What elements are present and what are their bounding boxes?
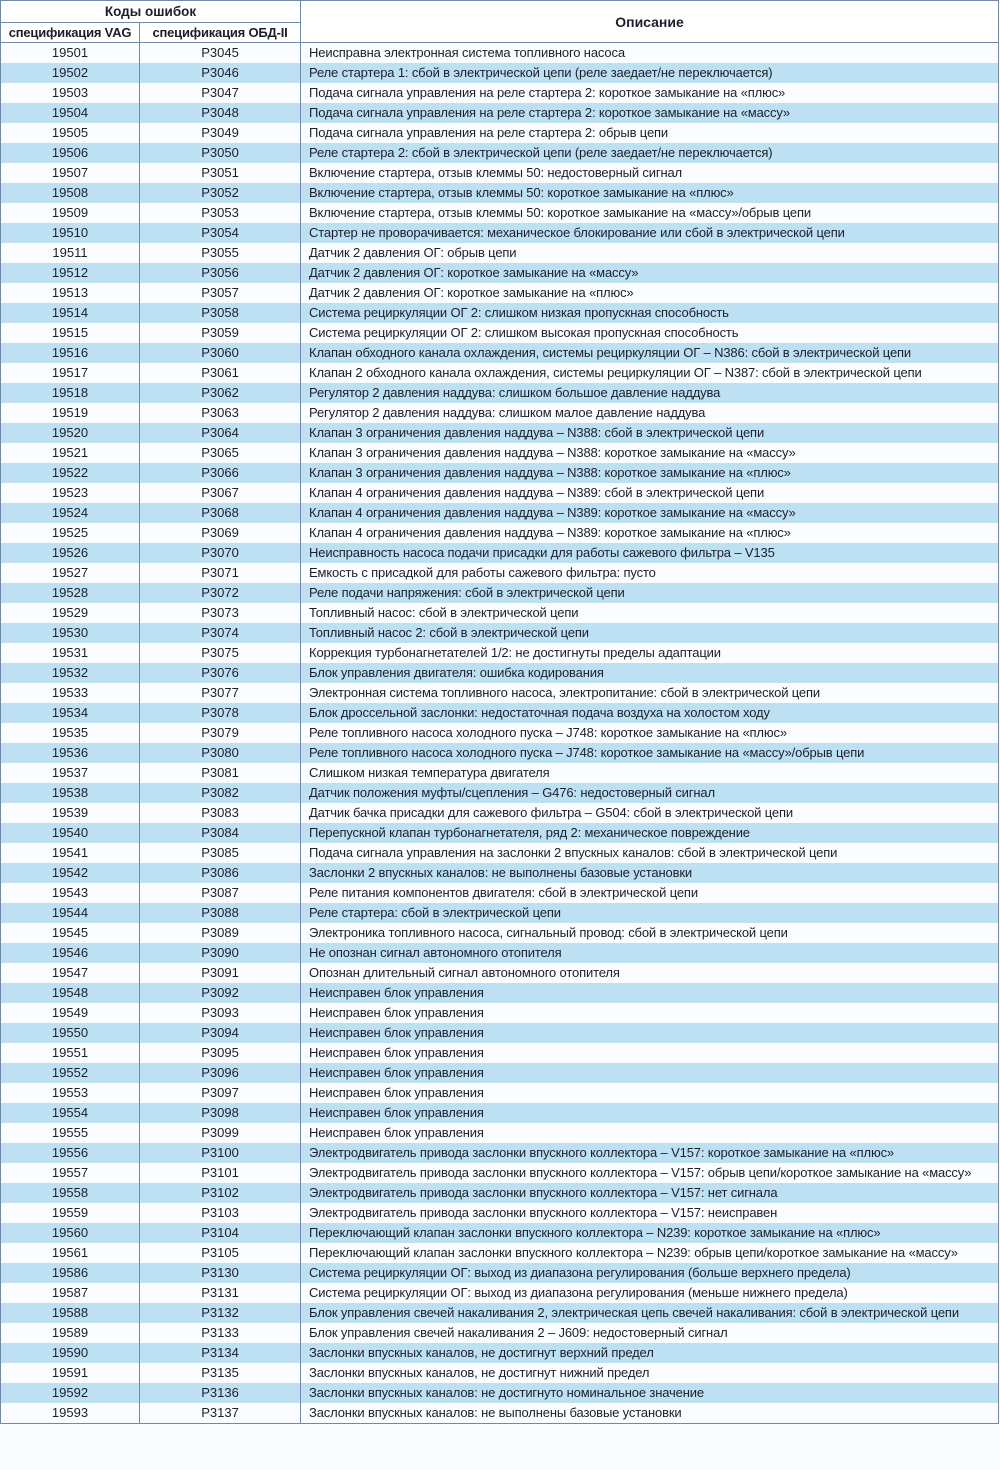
table-row (1, 283, 999, 303)
vag-code-cell: 19501 (1, 43, 140, 64)
description-cell: Реле стартера: сбой в электрической цепи (301, 903, 999, 923)
table-row (1, 63, 999, 83)
table-row (1, 443, 999, 463)
obd-code-cell: P3060 (140, 343, 301, 363)
description-cell: Реле топливного насоса холодного пуска – J748: короткое замыкание на «массу»/обрыв цепи (301, 743, 999, 763)
obd-code-cell: P3054 (140, 223, 301, 243)
description-cell: Система рециркуляции ОГ 2: слишком низкая пропускная способность (301, 303, 999, 323)
vag-code-cell: 19531 (1, 643, 140, 663)
vag-code-cell: 19559 (1, 1203, 140, 1223)
table-row (1, 1123, 999, 1143)
vag-code-cell: 19556 (1, 1143, 140, 1163)
table-row (1, 803, 999, 823)
description-cell: Неисправность насоса подачи присадки для работы сажевого фильтра – V135 (301, 543, 999, 563)
obd-code-cell: P3099 (140, 1123, 301, 1143)
obd-code-cell: P3104 (140, 1223, 301, 1243)
vag-code-cell: 19523 (1, 483, 140, 503)
description-cell: Электродвигатель привода заслонки впускного коллектора – V157: нет сигнала (301, 1183, 999, 1203)
obd-code-cell: P3061 (140, 363, 301, 383)
description-cell: Датчик 2 давления ОГ: короткое замыкание на «массу» (301, 263, 999, 283)
table-row (1, 1263, 999, 1283)
obd-code-cell: P3133 (140, 1323, 301, 1343)
table-row (1, 843, 999, 863)
description-cell: Неисправен блок управления (301, 1123, 999, 1143)
vag-code-cell: 19503 (1, 83, 140, 103)
table-row (1, 1283, 999, 1303)
description-cell: Клапан 3 ограничения давления наддува – N388: сбой в электрической цепи (301, 423, 999, 443)
table-body (1, 43, 999, 1424)
vag-code-cell: 19537 (1, 763, 140, 783)
vag-code-cell: 19547 (1, 963, 140, 983)
table-row (1, 203, 999, 223)
obd-code-cell: P3069 (140, 523, 301, 543)
description-cell: Неисправен блок управления (301, 1023, 999, 1043)
description-cell: Заслонки впускных каналов, не достигнут нижний предел (301, 1363, 999, 1383)
obd-code-cell: P3088 (140, 903, 301, 923)
description-cell: Электроника топливного насоса, сигнальный провод: сбой в электрической цепи (301, 923, 999, 943)
table-row (1, 1083, 999, 1103)
description-cell: Переключающий клапан заслонки впускного коллектора – N239: обрыв цепи/короткое замыкание на «массу» (301, 1243, 999, 1263)
table-row (1, 403, 999, 423)
description-cell: Клапан 3 ограничения давления наддува – N388: короткое замыкание на «плюс» (301, 463, 999, 483)
table-row (1, 643, 999, 663)
obd-code-cell: P3047 (140, 83, 301, 103)
description-cell: Датчик бачка присадки для сажевого фильтра – G504: сбой в электрической цепи (301, 803, 999, 823)
obd-code-cell: P3053 (140, 203, 301, 223)
vag-code-cell: 19529 (1, 603, 140, 623)
obd-code-cell: P3052 (140, 183, 301, 203)
vag-code-cell: 19590 (1, 1343, 140, 1363)
table-row (1, 183, 999, 203)
obd-code-cell: P3048 (140, 103, 301, 123)
obd-code-cell: P3079 (140, 723, 301, 743)
table-row (1, 303, 999, 323)
vag-code-cell: 19509 (1, 203, 140, 223)
vag-code-cell: 19525 (1, 523, 140, 543)
table-row (1, 663, 999, 683)
description-cell: Реле подачи напряжения: сбой в электрической цепи (301, 583, 999, 603)
obd-code-cell: P3065 (140, 443, 301, 463)
table-row (1, 603, 999, 623)
obd-code-cell: P3080 (140, 743, 301, 763)
vag-code-cell: 19536 (1, 743, 140, 763)
table-row (1, 1323, 999, 1343)
vag-code-cell: 19514 (1, 303, 140, 323)
table-row (1, 1183, 999, 1203)
vag-code-cell: 19533 (1, 683, 140, 703)
obd-code-cell: P3100 (140, 1143, 301, 1163)
table-row (1, 423, 999, 443)
table-row (1, 43, 999, 64)
obd-code-cell: P3082 (140, 783, 301, 803)
description-cell: Реле стартера 1: сбой в электрической цепи (реле заедает/не переключается) (301, 63, 999, 83)
description-cell: Регулятор 2 давления наддува: слишком большое давление наддува (301, 383, 999, 403)
vag-code-cell: 19524 (1, 503, 140, 523)
obd-code-cell: P3067 (140, 483, 301, 503)
vag-code-cell: 19526 (1, 543, 140, 563)
vag-code-cell: 19505 (1, 123, 140, 143)
description-cell: Датчик положения муфты/сцепления – G476: недостоверный сигнал (301, 783, 999, 803)
table-row (1, 1063, 999, 1083)
description-cell: Блок дроссельной заслонки: недостаточная подача воздуха на холостом ходу (301, 703, 999, 723)
vag-code-cell: 19522 (1, 463, 140, 483)
description-cell: Система рециркуляции ОГ: выход из диапазона регулирования (меньше нижнего предела) (301, 1283, 999, 1303)
obd-code-cell: P3078 (140, 703, 301, 723)
vag-code-cell: 19546 (1, 943, 140, 963)
table-row (1, 363, 999, 383)
table-row (1, 623, 999, 643)
table-row (1, 463, 999, 483)
description-cell: Перепускной клапан турбонагнетателя, ряд 2: механическое повреждение (301, 823, 999, 843)
obd-code-cell: P3092 (140, 983, 301, 1003)
vag-code-cell: 19520 (1, 423, 140, 443)
vag-code-cell: 19530 (1, 623, 140, 643)
obd-code-cell: P3066 (140, 463, 301, 483)
table-row (1, 823, 999, 843)
description-cell: Неисправен блок управления (301, 1003, 999, 1023)
table-row (1, 703, 999, 723)
obd-code-cell: P3055 (140, 243, 301, 263)
table-row (1, 243, 999, 263)
vag-code-cell: 19543 (1, 883, 140, 903)
obd-code-cell: P3073 (140, 603, 301, 623)
obd-code-cell: P3072 (140, 583, 301, 603)
description-cell: Опознан длительный сигнал автономного отопителя (301, 963, 999, 983)
description-cell: Датчик 2 давления ОГ: короткое замыкание на «плюс» (301, 283, 999, 303)
description-cell: Не опознан сигнал автономного отопителя (301, 943, 999, 963)
table-row (1, 563, 999, 583)
obd-code-cell: P3074 (140, 623, 301, 643)
table-row (1, 1163, 999, 1183)
obd-code-cell: P3051 (140, 163, 301, 183)
vag-code-cell: 19591 (1, 1363, 140, 1383)
obd-code-cell: P3071 (140, 563, 301, 583)
obd-code-cell: P3083 (140, 803, 301, 823)
description-cell: Система рециркуляции ОГ 2: слишком высокая пропускная способность (301, 323, 999, 343)
description-cell: Заслонки впускных каналов: не выполнены базовые установки (301, 1403, 999, 1424)
table-row (1, 503, 999, 523)
description-cell: Переключающий клапан заслонки впускного коллектора – N239: короткое замыкание на «плюс» (301, 1223, 999, 1243)
table-row (1, 103, 999, 123)
description-cell: Топливный насос: сбой в электрической цепи (301, 603, 999, 623)
table-row (1, 1043, 999, 1063)
table-row (1, 963, 999, 983)
obd-code-cell: P3085 (140, 843, 301, 863)
description-cell: Включение стартера, отзыв клеммы 50: короткое замыкание на «плюс» (301, 183, 999, 203)
description-cell: Реле топливного насоса холодного пуска – J748: короткое замыкание на «плюс» (301, 723, 999, 743)
table-row (1, 163, 999, 183)
obd-code-cell: P3086 (140, 863, 301, 883)
vag-code-cell: 19551 (1, 1043, 140, 1063)
description-cell: Коррекция турбонагнетателей 1/2: не достигнуты пределы адаптации (301, 643, 999, 663)
description-cell: Электронная система топливного насоса, электропитание: сбой в электрической цепи (301, 683, 999, 703)
obd-code-cell: P3057 (140, 283, 301, 303)
vag-code-cell: 19516 (1, 343, 140, 363)
vag-code-cell: 19506 (1, 143, 140, 163)
obd-code-cell: P3050 (140, 143, 301, 163)
table-row (1, 1363, 999, 1383)
vag-code-cell: 19534 (1, 703, 140, 723)
table-row (1, 1103, 999, 1123)
obd-code-cell: P3068 (140, 503, 301, 523)
description-cell: Клапан 4 ограничения давления наддува – N389: короткое замыкание на «массу» (301, 503, 999, 523)
description-cell: Клапан 2 обходного канала охлаждения, системы рециркуляции ОГ – N387: сбой в электрической цепи (301, 363, 999, 383)
table-row (1, 263, 999, 283)
vag-code-cell: 19527 (1, 563, 140, 583)
description-cell: Блок управления свечей накаливания 2 – J609: недостоверный сигнал (301, 1323, 999, 1343)
table-row (1, 383, 999, 403)
table-row (1, 523, 999, 543)
description-cell: Система рециркуляции ОГ: выход из диапазона регулирования (больше верхнего предела) (301, 1263, 999, 1283)
obd-code-cell: P3136 (140, 1383, 301, 1403)
error-codes-group-header: Коды ошибок (1, 1, 301, 23)
vag-code-cell: 19548 (1, 983, 140, 1003)
obd-code-cell: P3063 (140, 403, 301, 423)
table-row (1, 1023, 999, 1043)
vag-code-cell: 19560 (1, 1223, 140, 1243)
vag-code-cell: 19521 (1, 443, 140, 463)
obd-code-cell: P3101 (140, 1163, 301, 1183)
obd-code-cell: P3056 (140, 263, 301, 283)
vag-code-cell: 19542 (1, 863, 140, 883)
description-cell: Стартер не проворачивается: механическое блокирование или сбой в электрической цепи (301, 223, 999, 243)
description-cell: Клапан 3 ограничения давления наддува – N388: короткое замыкание на «массу» (301, 443, 999, 463)
description-cell: Заслонки впускных каналов: не достигнуто номинальное значение (301, 1383, 999, 1403)
vag-code-cell: 19535 (1, 723, 140, 743)
table-row (1, 743, 999, 763)
table-row (1, 223, 999, 243)
description-cell: Неисправен блок управления (301, 1043, 999, 1063)
table-row (1, 683, 999, 703)
table-row (1, 883, 999, 903)
obd-code-cell: P3098 (140, 1103, 301, 1123)
description-cell: Включение стартера, отзыв клеммы 50: недостоверный сигнал (301, 163, 999, 183)
description-cell: Клапан 4 ограничения давления наддува – N389: сбой в электрической цепи (301, 483, 999, 503)
description-cell: Подача сигнала управления на реле стартера 2: обрыв цепи (301, 123, 999, 143)
table-row (1, 923, 999, 943)
obd-code-cell: P3095 (140, 1043, 301, 1063)
vag-column-header: спецификация VAG (1, 23, 140, 43)
vag-code-cell: 19507 (1, 163, 140, 183)
obd-code-cell: P3093 (140, 1003, 301, 1023)
description-cell: Блок управления свечей накаливания 2, электрическая цепь свечей накаливания: сбой в электрической цепи (301, 1303, 999, 1323)
table-row (1, 863, 999, 883)
vag-code-cell: 19513 (1, 283, 140, 303)
table-row (1, 123, 999, 143)
description-cell: Датчик 2 давления ОГ: обрыв цепи (301, 243, 999, 263)
vag-code-cell: 19540 (1, 823, 140, 843)
table-row (1, 763, 999, 783)
description-cell: Подача сигнала управления на реле стартера 2: короткое замыкание на «плюс» (301, 83, 999, 103)
vag-code-cell: 19539 (1, 803, 140, 823)
description-cell: Регулятор 2 давления наддува: слишком малое давление наддува (301, 403, 999, 423)
description-cell: Заслонки впускных каналов, не достигнут верхний предел (301, 1343, 999, 1363)
vag-code-cell: 19587 (1, 1283, 140, 1303)
description-cell: Электродвигатель привода заслонки впускного коллектора – V157: обрыв цепи/короткое замыкание на «массу» (301, 1163, 999, 1183)
description-cell: Неисправен блок управления (301, 983, 999, 1003)
obd-code-cell: P3046 (140, 63, 301, 83)
table-row (1, 343, 999, 363)
vag-code-cell: 19554 (1, 1103, 140, 1123)
vag-code-cell: 19549 (1, 1003, 140, 1023)
vag-code-cell: 19552 (1, 1063, 140, 1083)
table-row (1, 983, 999, 1003)
table-row (1, 1303, 999, 1323)
table-row (1, 1343, 999, 1363)
vag-code-cell: 19544 (1, 903, 140, 923)
vag-code-cell: 19510 (1, 223, 140, 243)
obd-code-cell: P3096 (140, 1063, 301, 1083)
vag-code-cell: 19589 (1, 1323, 140, 1343)
description-cell: Электродвигатель привода заслонки впускного коллектора – V157: короткое замыкание на «плюс» (301, 1143, 999, 1163)
vag-code-cell: 19558 (1, 1183, 140, 1203)
table-row (1, 1203, 999, 1223)
description-cell: Блок управления двигателя: ошибка кодирования (301, 663, 999, 683)
obd-code-cell: P3135 (140, 1363, 301, 1383)
obd-code-cell: P3105 (140, 1243, 301, 1263)
vag-code-cell: 19517 (1, 363, 140, 383)
vag-code-cell: 19519 (1, 403, 140, 423)
obd-code-cell: P3137 (140, 1403, 301, 1424)
description-column-header: Описание (301, 1, 999, 43)
table-row (1, 323, 999, 343)
obd-code-cell: P3130 (140, 1263, 301, 1283)
description-cell: Электродвигатель привода заслонки впускного коллектора – V157: неисправен (301, 1203, 999, 1223)
description-cell: Подача сигнала управления на заслонки 2 впускных каналов: сбой в электрической цепи (301, 843, 999, 863)
obd-code-cell: P3058 (140, 303, 301, 323)
obd-code-cell: P3059 (140, 323, 301, 343)
description-cell: Емкость с присадкой для работы сажевого фильтра: пусто (301, 563, 999, 583)
description-cell: Неисправен блок управления (301, 1103, 999, 1123)
vag-code-cell: 19541 (1, 843, 140, 863)
vag-code-cell: 19553 (1, 1083, 140, 1103)
description-cell: Подача сигнала управления на реле стартера 2: короткое замыкание на «массу» (301, 103, 999, 123)
obd-code-cell: P3103 (140, 1203, 301, 1223)
description-cell: Слишком низкая температура двигателя (301, 763, 999, 783)
obd-code-cell: P3089 (140, 923, 301, 943)
vag-code-cell: 19504 (1, 103, 140, 123)
vag-code-cell: 19586 (1, 1263, 140, 1283)
description-cell: Реле питания компонентов двигателя: сбой в электрической цепи (301, 883, 999, 903)
obd-code-cell: P3076 (140, 663, 301, 683)
vag-code-cell: 19538 (1, 783, 140, 803)
obd-code-cell: P3081 (140, 763, 301, 783)
obd-code-cell: P3075 (140, 643, 301, 663)
obd-code-cell: P3090 (140, 943, 301, 963)
obd-code-cell: P3097 (140, 1083, 301, 1103)
vag-code-cell: 19588 (1, 1303, 140, 1323)
obd-code-cell: P3084 (140, 823, 301, 843)
table-row (1, 543, 999, 563)
obd-code-cell: P3134 (140, 1343, 301, 1363)
description-cell: Включение стартера, отзыв клеммы 50: короткое замыкание на «массу»/обрыв цепи (301, 203, 999, 223)
obd-code-cell: P3049 (140, 123, 301, 143)
obd-code-cell: P3094 (140, 1023, 301, 1043)
table-row (1, 1403, 999, 1424)
vag-code-cell: 19557 (1, 1163, 140, 1183)
vag-code-cell: 19550 (1, 1023, 140, 1043)
obd-code-cell: P3091 (140, 963, 301, 983)
obd-code-cell: P3087 (140, 883, 301, 903)
table-row (1, 1223, 999, 1243)
description-cell: Топливный насос 2: сбой в электрической цепи (301, 623, 999, 643)
obd-code-cell: P3062 (140, 383, 301, 403)
table-row (1, 723, 999, 743)
obd-code-cell: P3077 (140, 683, 301, 703)
vag-code-cell: 19532 (1, 663, 140, 683)
table-row (1, 483, 999, 503)
description-cell: Заслонки 2 впускных каналов: не выполнены базовые установки (301, 863, 999, 883)
table-row (1, 943, 999, 963)
obd-code-cell: P3131 (140, 1283, 301, 1303)
table-row (1, 903, 999, 923)
description-cell: Реле стартера 2: сбой в электрической цепи (реле заедает/не переключается) (301, 143, 999, 163)
vag-code-cell: 19502 (1, 63, 140, 83)
obd-code-cell: P3102 (140, 1183, 301, 1203)
vag-code-cell: 19511 (1, 243, 140, 263)
obd-code-cell: P3064 (140, 423, 301, 443)
vag-code-cell: 19592 (1, 1383, 140, 1403)
vag-code-cell: 19528 (1, 583, 140, 603)
table-row (1, 583, 999, 603)
description-cell: Клапан 4 ограничения давления наддува – N389: короткое замыкание на «плюс» (301, 523, 999, 543)
vag-code-cell: 19545 (1, 923, 140, 943)
vag-code-cell: 19555 (1, 1123, 140, 1143)
table-row (1, 143, 999, 163)
obd-code-cell: P3070 (140, 543, 301, 563)
vag-code-cell: 19508 (1, 183, 140, 203)
vag-code-cell: 19512 (1, 263, 140, 283)
obd-code-cell: P3045 (140, 43, 301, 64)
table-row (1, 1383, 999, 1403)
table-row (1, 1003, 999, 1023)
description-cell: Неисправен блок управления (301, 1063, 999, 1083)
table-row (1, 1243, 999, 1263)
obd-code-cell: P3132 (140, 1303, 301, 1323)
table-row (1, 83, 999, 103)
description-cell: Клапан обходного канала охлаждения, системы рециркуляции ОГ – N386: сбой в электрической цепи (301, 343, 999, 363)
vag-code-cell: 19593 (1, 1403, 140, 1424)
table-header (1, 1, 999, 43)
table-row (1, 783, 999, 803)
vag-code-cell: 19518 (1, 383, 140, 403)
vag-code-cell: 19561 (1, 1243, 140, 1263)
table-row (1, 1143, 999, 1163)
obd-column-header: спецификация ОБД-II (140, 23, 301, 43)
vag-code-cell: 19515 (1, 323, 140, 343)
description-cell: Неисправна электронная система топливного насоса (301, 43, 999, 64)
description-cell: Неисправен блок управления (301, 1083, 999, 1103)
